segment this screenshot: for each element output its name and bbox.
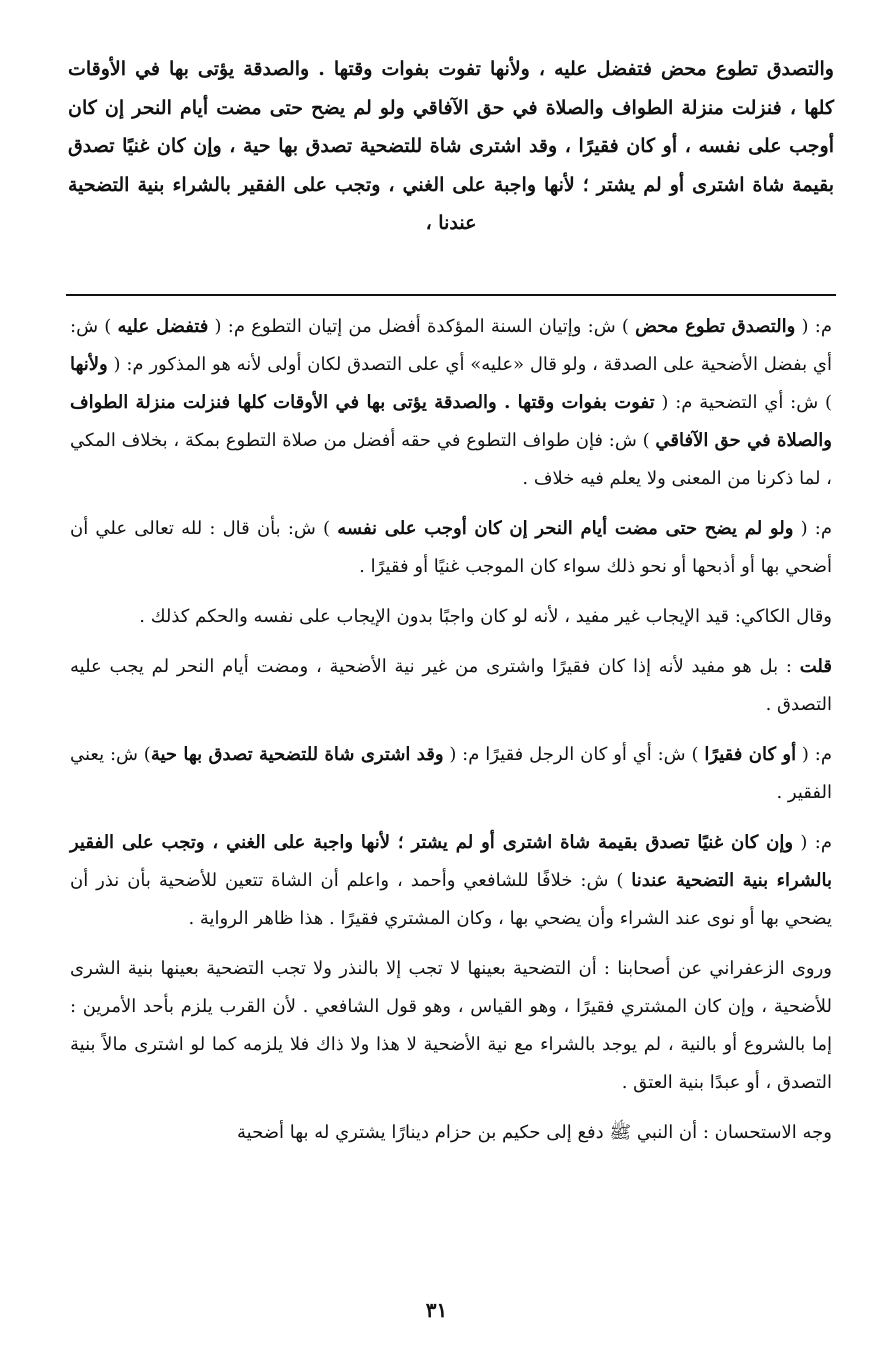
commentary-segment: وقال الكاكي: قيد الإيجاب غير مفيد ، لأنه لو كان واجبًا بدون الإيجاب على نفسه والحكم كذلك .	[139, 606, 832, 627]
quoted-matn-segment: قلت	[799, 656, 832, 677]
commentary-paragraph	[66, 510, 836, 586]
quoted-matn-segment: تفوت بفوات وقتها . والصدقة يؤتى بها في الأوقات كلها فنزلت منزلة الطواف والصلاة في حق الآفاقي	[70, 392, 832, 451]
commentary-segment: وجه الاستحسان : أن النبي ﷺ دفع إلى حكيم بن حزام دينارًا يشتري له بها أضحية	[237, 1122, 832, 1143]
commentary-segment: ) ش: أي أو كان الرجل فقيرًا م: (	[443, 744, 705, 765]
page-number: ٣١	[425, 1298, 448, 1322]
matn-text: والتصدق تطوع محض فتفضل عليه ، ولأنها تفوت بفوات وقتها . والصدقة يؤتى بها في الأوقات كلها ، فنزلت منزلة الطواف والصلاة في حق الآفاقي ولو لم يضح حتى مضت أيام النحر إن كان أوجب على نفسه ، أو كان فقيرًا ، وقد اشترى شاة للتضحية تصدق بها حية ، وإن كان غنيًا تصدق بقيمة شاة اشترى أو لم يشتر ؛ لأنها واجبة على الغني ، وتجب على الفقير بالشراء بنية التضحية عندنا ،	[68, 58, 834, 234]
quoted-matn-segment: ولو لم يضح حتى مضت أيام النحر إن كان أوجب على نفسه	[337, 518, 794, 539]
commentary-segment: وروى الزعفراني عن أصحابنا : أن التضحية بعينها لا تجب إلا بالنذر ولا تجب التضحية بعينها بنية الشرى للأضحية ، وإن كان المشتري فقيرًا ، وهو القياس ، وهو قول الشافعي . لأن القرب يلزم بأحد الأمرين : إما بالشروع أو بالنية ، لم يوجد بالشراء مع نية الأضحية لا هذا ولا ذاك فلا يلزمه كما لو اشترى مالاً بنية التصدق ، أو عبدًا بنية العتق .	[70, 958, 832, 1093]
commentary-paragraph	[66, 736, 836, 812]
commentary-paragraph	[66, 824, 836, 938]
commentary-segment: ) ش: وإتيان السنة المؤكدة أفضل من إتيان التطوع م: (	[208, 316, 636, 337]
commentary-segment: م: (	[795, 316, 832, 337]
commentary	[66, 308, 836, 1164]
commentary-segment: م: (	[793, 518, 832, 539]
commentary-segment: م: (	[796, 744, 832, 765]
commentary-segment: ) ش: أي التضحية م: (	[654, 392, 832, 413]
commentary-segment: ) ش: خلافًا للشافعي وأحمد ، واعلم أن الشاة تتعين للأضحية بأن نذر أن يضحي بها أو نوى عند الشراء وأن يضحي بها ، وكان المشتري فقيرًا . هذا ظاهر الرواية .	[70, 870, 832, 929]
commentary-segment: ) ش: يعني الفقير .	[70, 744, 832, 803]
quoted-matn-segment: أو كان فقيرًا	[704, 744, 797, 765]
quoted-matn-segment: ولأنها	[70, 354, 108, 375]
page	[66, 50, 836, 1350]
commentary-paragraph	[66, 1114, 836, 1152]
commentary-segment: : بل هو مفيد لأنه إذا كان فقيرًا واشترى من غير نية الأضحية ، ومضت أيام النحر لم يجب عليه التصدق .	[70, 656, 832, 715]
commentary-segment: ) ش: فإن طواف التطوع في حقه أفضل من صلاة التطوع بمكة ، بخلاف المكي ، لما ذكرنا من المعنى ولا يعلم فيه خلاف .	[70, 430, 832, 489]
divider-line	[66, 294, 836, 296]
quoted-matn-segment: والتصدق تطوع محض	[635, 316, 796, 337]
quoted-matn-segment: وإن كان غنيًا تصدق بقيمة شاة اشترى أو لم يشتر ؛ لأنها واجبة على الغني ، وتجب على الفقير بالشراء بنية التضحية عندنا	[70, 832, 832, 891]
commentary-segment: ) ش: أي بفضل الأضحية على الصدقة ، ولو قال «عليه» أي على التصدق لكان أولى لأنه هو المذكور م: (	[70, 316, 832, 375]
commentary-paragraph	[66, 598, 836, 636]
commentary-paragraph	[66, 308, 836, 498]
commentary-paragraph	[66, 648, 836, 724]
commentary-segment: ) ش: بأن قال : لله تعالى علي أن أضحي بها أو أذبحها أو نحو ذلك سواء كان الموجب غنيًا أو فقيرًا .	[70, 518, 832, 577]
commentary-segment: م: (	[793, 832, 832, 853]
quoted-matn-segment: وقد اشترى شاة للتضحية تصدق بها حية	[150, 744, 444, 765]
commentary-paragraph	[66, 950, 836, 1102]
quoted-matn-segment: فتفضل عليه	[117, 316, 209, 337]
